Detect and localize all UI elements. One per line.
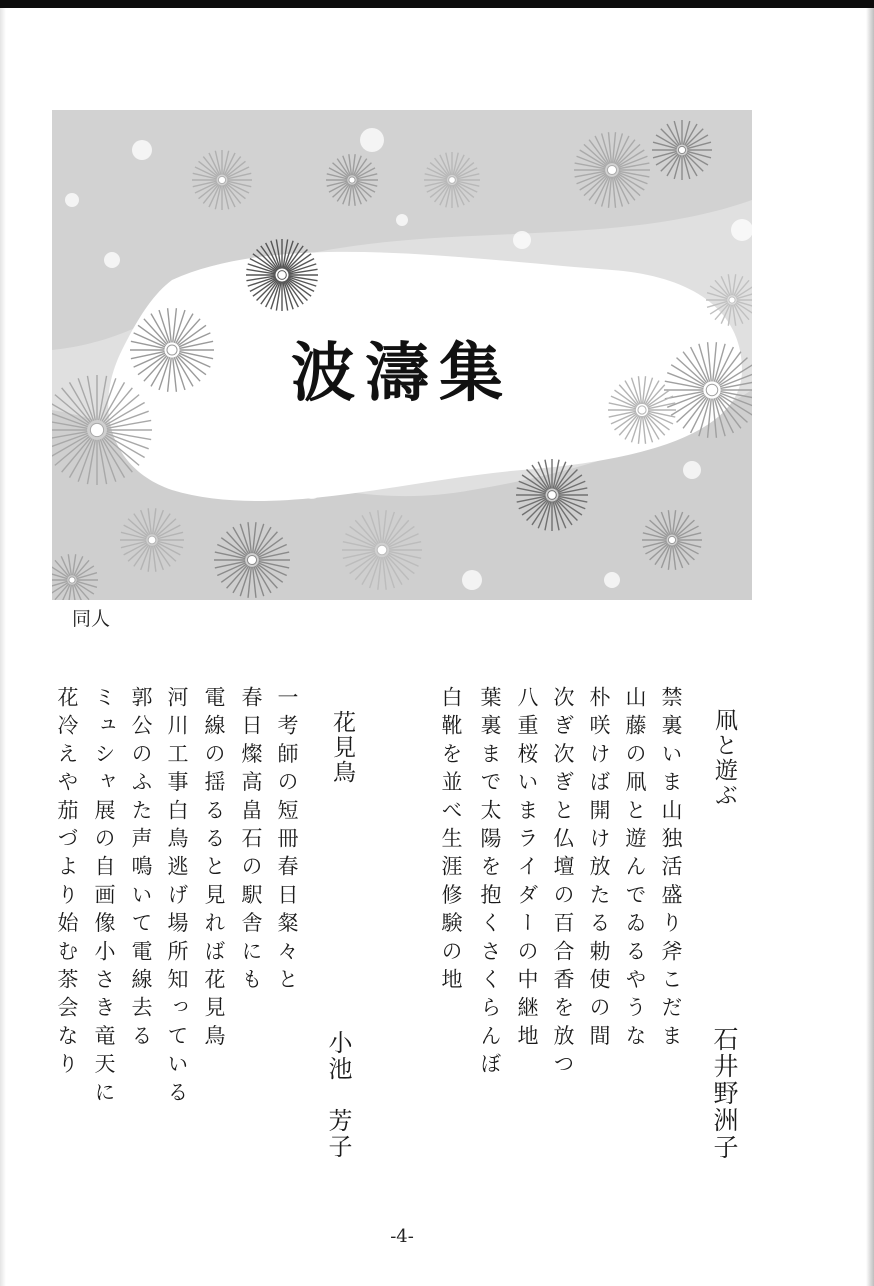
- bokeh-dot: [195, 433, 209, 447]
- bokeh-dot: [513, 231, 531, 249]
- bokeh-dot: [104, 252, 120, 268]
- haiku-line: 朴咲けば開け放たる勅使の間: [587, 686, 611, 1053]
- haiku-line: 花冷えや茄づより始む茶会なり: [55, 686, 79, 1081]
- bokeh-dot: [604, 572, 620, 588]
- scan-top-edge: [0, 0, 874, 8]
- haiku-line: ミュシャ展の自画像小さき竜天に: [92, 686, 116, 1109]
- haiku-line: 禁裏いま山独活盛り斧こだま: [659, 686, 683, 1053]
- bokeh-dot: [303, 481, 321, 499]
- haiku-line: 葉裏まで太陽を抱くさくらんぼ: [478, 686, 502, 1081]
- haiku-line: 次ぎ次ぎと仏壇の百合香を放つ: [551, 686, 575, 1081]
- page-number: -4-: [390, 1226, 414, 1247]
- haiku-line: 春日燦高畠石の駅舎にも: [239, 686, 263, 997]
- bokeh-dot: [731, 219, 752, 241]
- haiku-line: 一考師の短冊春日粲々と: [275, 686, 299, 997]
- haiku-line: 山藤の凧と遊んでゐるやうな: [623, 686, 647, 1053]
- bokeh-dot: [462, 570, 482, 590]
- author-name-2: 小池 芳子: [324, 1030, 352, 1160]
- bokeh-dot: [65, 193, 79, 207]
- bokeh-dot: [683, 461, 701, 479]
- firework-burst: [516, 459, 588, 531]
- scan-left-edge: [0, 8, 6, 1286]
- haiku-line: 八重桜いまライダーの中継地: [515, 686, 539, 1053]
- bokeh-dot: [396, 214, 408, 226]
- firework-burst: [652, 120, 712, 180]
- section-label: 同人: [72, 608, 111, 630]
- title-banner: [52, 110, 752, 600]
- haiku-line: 河川工事白鳥逃げ場所知っている: [165, 686, 189, 1109]
- haiku-line: 白靴を並べ生涯修験の地: [439, 686, 463, 997]
- bokeh-dot: [360, 128, 384, 152]
- author-name-1: 石井野洲子: [710, 1026, 739, 1161]
- banner-title: 波濤集: [291, 336, 513, 411]
- scan-right-edge: [866, 8, 874, 1286]
- section-title-2: 花見鳥: [329, 710, 355, 785]
- section-title-1: 凧と遊ぶ: [711, 708, 737, 808]
- haiku-line: 郭公のふた声鳴いて電線去る: [129, 686, 153, 1053]
- bokeh-dot: [132, 140, 152, 160]
- haiku-line: 電線の揺るると見れば花見鳥: [202, 686, 226, 1053]
- firework-burst: [246, 239, 318, 311]
